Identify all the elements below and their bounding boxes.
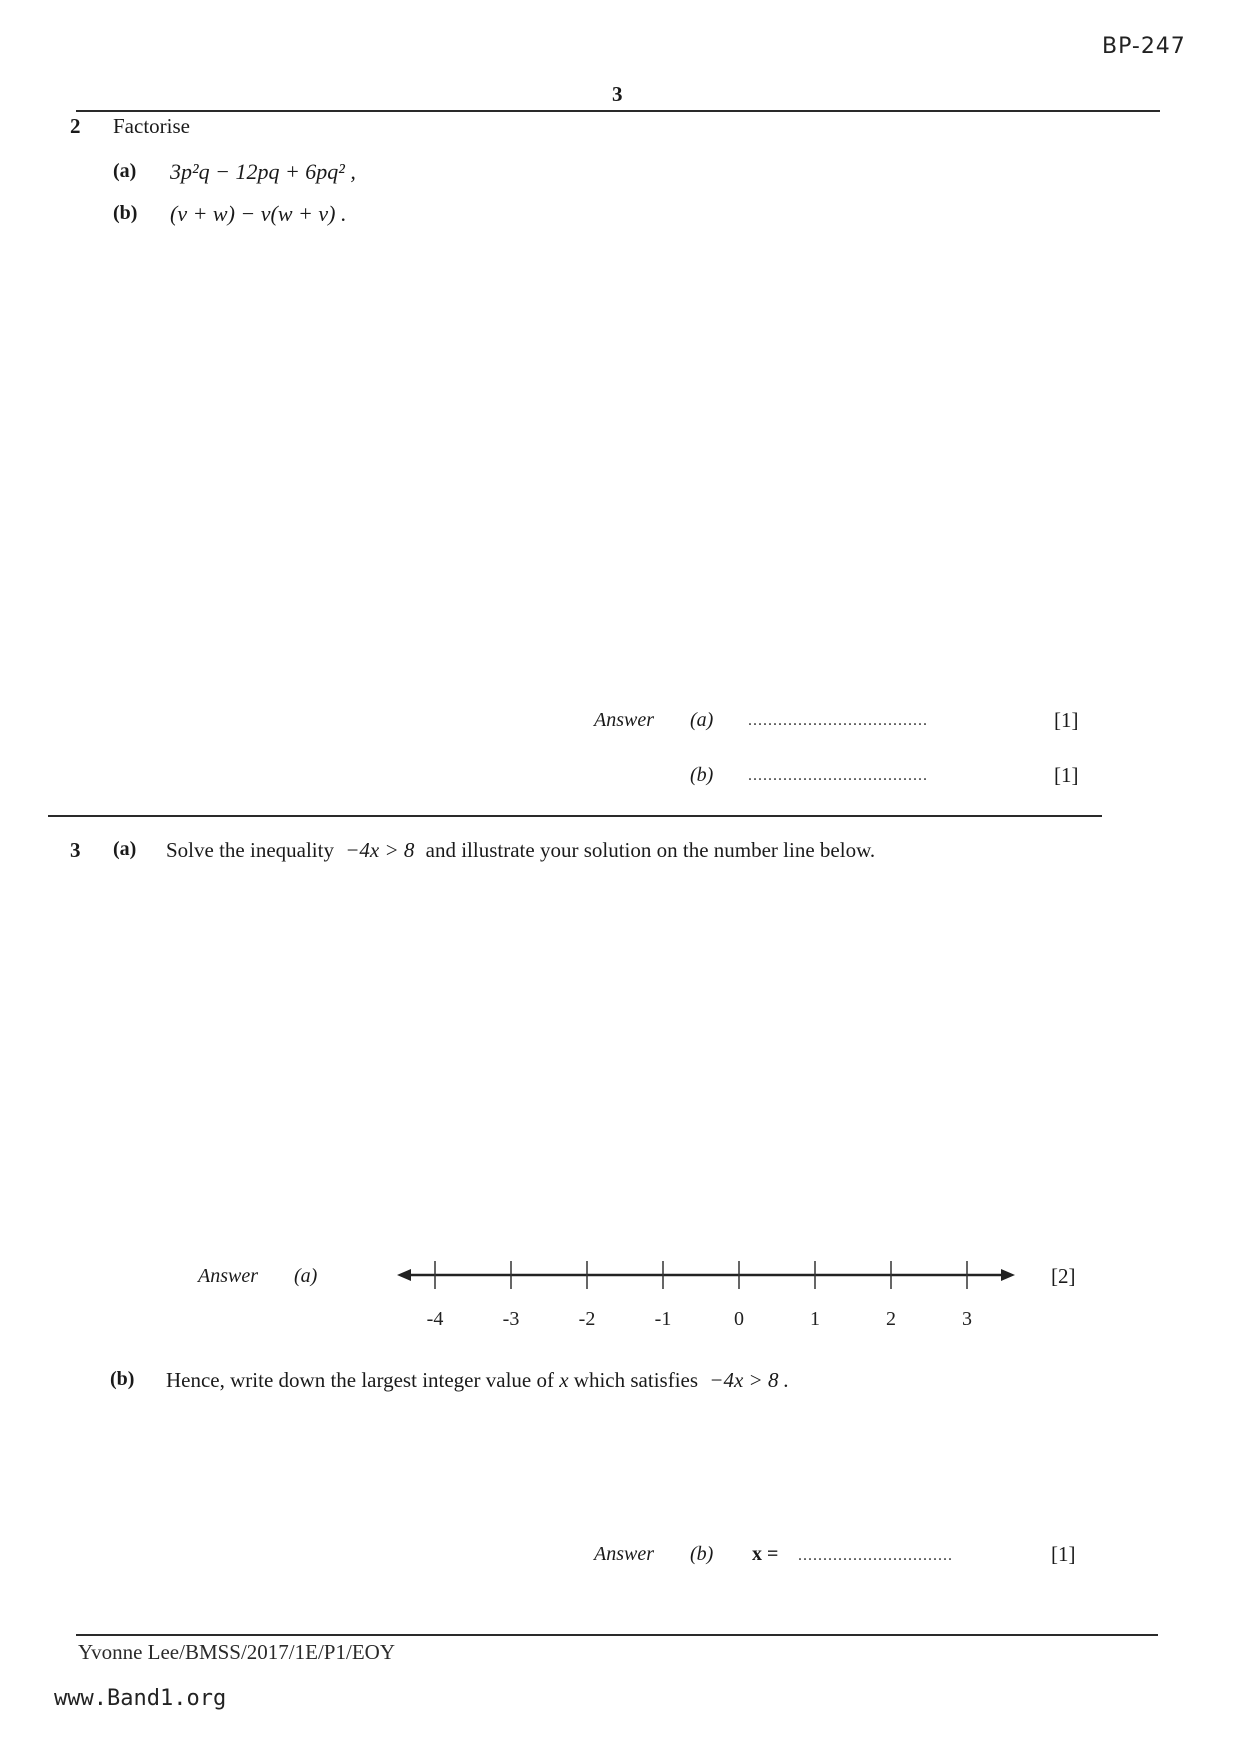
inequality: −4x > 8 . <box>709 1368 789 1392</box>
answer-part-b: (b) <box>690 1543 714 1565</box>
part-label-a: (a) <box>113 838 137 860</box>
tick-label: -3 <box>502 1308 520 1330</box>
tick-label: 1 <box>810 1308 820 1330</box>
inequality: −4x > 8 <box>345 838 415 862</box>
left-arrow-icon <box>397 1269 411 1281</box>
text-before: Hence, write down the largest integer value of <box>166 1368 554 1392</box>
number-line[interactable] <box>395 1255 1025 1335</box>
expression-b: (v + w) − v(w + v) . <box>170 201 347 226</box>
marks-b: [1] <box>1051 1542 1076 1566</box>
answer-field-b[interactable]: .................................... <box>748 767 928 784</box>
top-divider <box>76 110 1160 112</box>
tick-label: 2 <box>886 1308 896 1330</box>
answer-label: Answer <box>594 1543 654 1565</box>
marks-b: [1] <box>1054 763 1079 787</box>
tick-label: -1 <box>654 1308 672 1330</box>
tick-label: 0 <box>734 1308 744 1330</box>
bottom-divider <box>76 1634 1158 1636</box>
tick-label: 3 <box>962 1308 972 1330</box>
text-before: Solve the inequality <box>166 838 334 862</box>
page-number: 3 <box>612 82 623 106</box>
part-label-a: (a) <box>113 160 137 182</box>
number-line-answer-part: (a) <box>294 1265 318 1287</box>
question-text-a <box>166 838 875 863</box>
right-arrow-icon <box>1001 1269 1015 1281</box>
part-label-b: (b) <box>110 1368 135 1390</box>
tick-label: -4 <box>426 1308 444 1330</box>
number-line-answer-label: Answer <box>198 1265 258 1287</box>
number-line-marks: [2] <box>1051 1264 1076 1288</box>
expression-a: 3p²q − 12pq + 6pq² , <box>170 159 356 184</box>
text-after: and illustrate your solution on the number line below. <box>425 838 876 862</box>
question-text-b <box>166 1368 789 1393</box>
tick-label: -2 <box>578 1308 596 1330</box>
answer-part-a: (a) <box>690 709 714 731</box>
document-code: BP-247 <box>1102 34 1186 59</box>
footer-reference: Yvonne Lee/BMSS/2017/1E/P1/EOY <box>78 1640 395 1664</box>
answer-prefix: x = <box>752 1543 779 1565</box>
answer-field-a[interactable]: .................................... <box>748 712 928 729</box>
answer-label: Answer <box>594 709 654 731</box>
question-instruction: Factorise <box>113 114 190 138</box>
question-number: 2 <box>70 114 81 138</box>
answer-part-b: (b) <box>690 764 714 786</box>
text-middle: which satisfies <box>573 1368 699 1392</box>
question-divider <box>48 815 1102 817</box>
part-label-b: (b) <box>113 202 138 224</box>
answer-field-b[interactable]: ............................... <box>798 1547 953 1564</box>
marks-a: [1] <box>1054 708 1079 732</box>
website-link[interactable]: www.Band1.org <box>54 1686 227 1711</box>
question-number: 3 <box>70 838 81 862</box>
variable: x <box>559 1368 569 1392</box>
